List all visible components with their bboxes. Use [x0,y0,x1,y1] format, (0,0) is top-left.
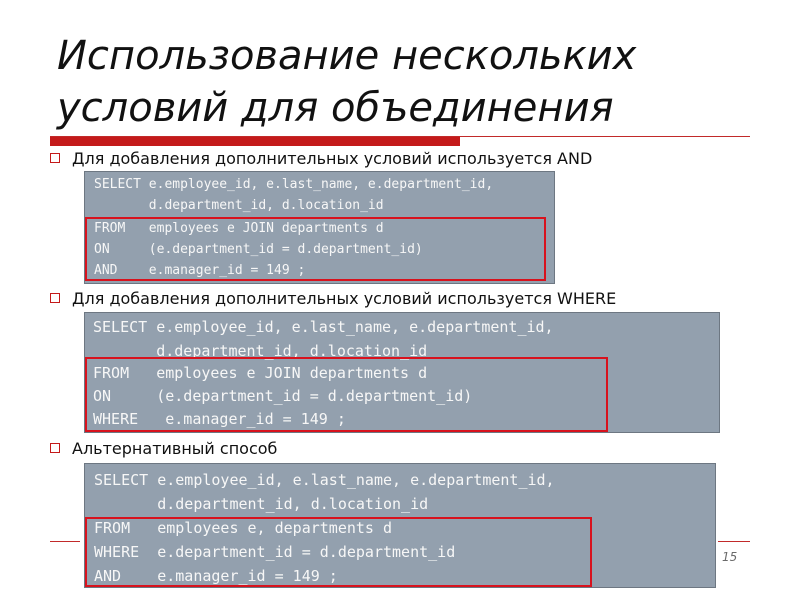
footer-divider-left [50,541,80,542]
bullet-square-icon [50,293,60,303]
code-line: ON (e.department_id = d.department_id) [94,242,423,257]
code-line: FROM employees e JOIN departments d [94,221,384,236]
code-line: SELECT e.employee_id, e.last_name, e.department_id, [94,471,555,489]
bullet-text: Для добавления дополнительных условий используется AND [72,149,593,168]
code-line: WHERE e.manager_id = 149 ; [93,410,346,428]
bullet-alternative [50,439,277,458]
code-line: FROM employees e, departments d [94,519,393,537]
code-line: SELECT e.employee_id, e.last_name, e.department_id, [94,177,494,192]
slide-title [57,30,757,134]
bullet-text: Для добавления дополнительных условий используется WHERE [72,289,617,308]
bullet-square-icon [50,443,60,453]
bullet-text: Альтернативный способ [72,439,278,458]
highlight-frame [85,517,592,587]
code-line: FROM employees e JOIN departments d [93,364,428,382]
code-line: d.department_id, d.location_id [94,495,429,513]
code-line: d.department_id, d.location_id [93,342,428,360]
bullet-and [50,149,592,168]
title-line-2: условий для объединения [57,85,614,131]
code-line: AND e.manager_id = 149 ; [94,567,338,585]
highlight-frame [85,217,546,281]
title-accent-bar [50,137,460,146]
code-line: ON (e.department_id = d.department_id) [93,387,473,405]
code-line: SELECT e.employee_id, e.last_name, e.department_id, [93,318,554,336]
code-line: WHERE e.department_id = d.department_id [94,543,456,561]
bullet-square-icon [50,153,60,163]
highlight-frame [85,357,608,432]
code-line: d.department_id, d.location_id [94,198,384,213]
title-line-1: Использование нескольких [57,33,637,79]
footer-divider-right [718,541,750,542]
bullet-where [50,289,616,308]
page-number: 15 [722,550,738,564]
code-line: AND e.manager_id = 149 ; [94,263,306,278]
